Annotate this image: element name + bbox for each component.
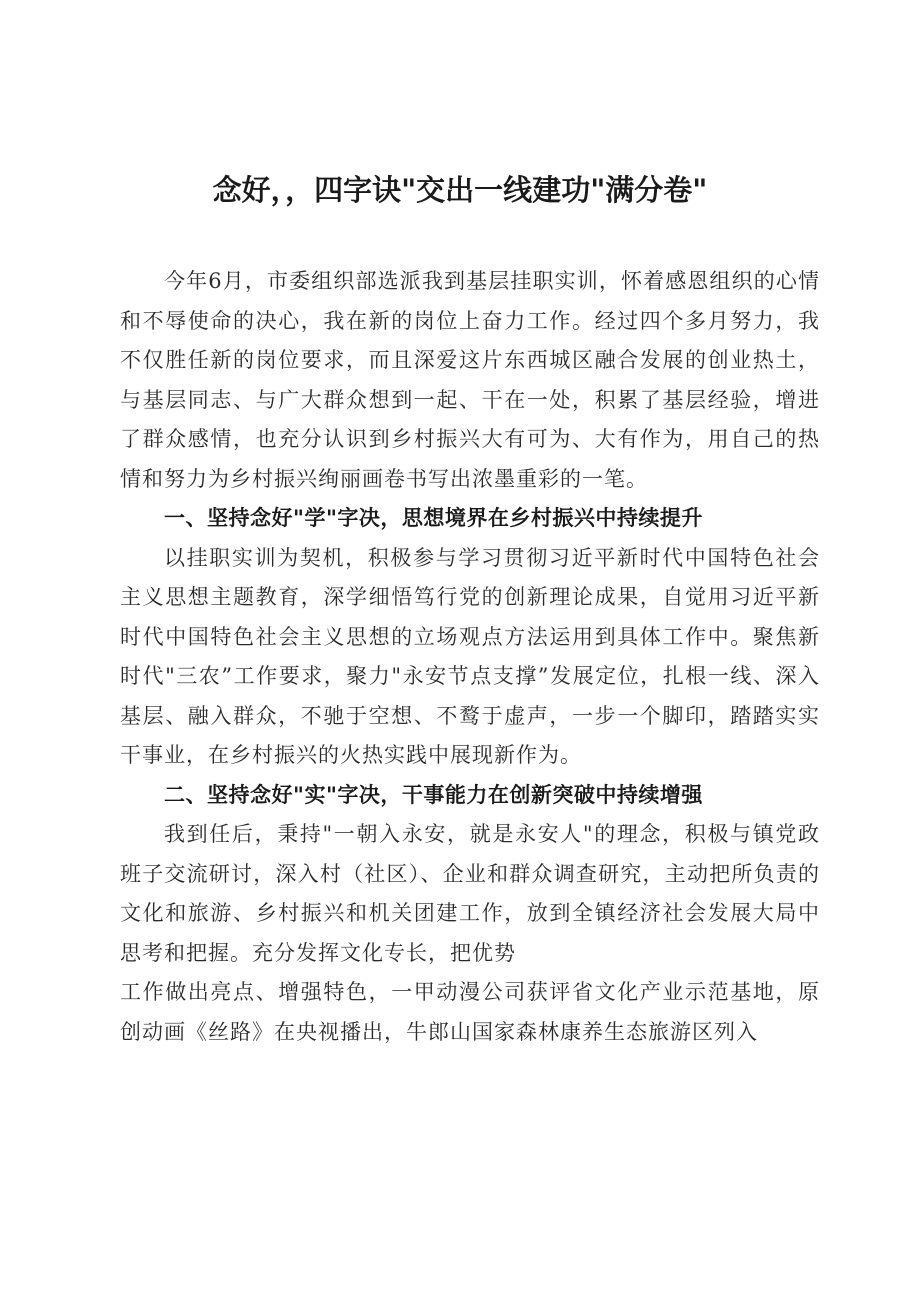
section-2-heading: 二、坚持念好"实"字决，干事能力在创新突破中持续增强 [164, 782, 703, 807]
document-title: 念好，，四字诀"交出一线建功"满分卷" [212, 173, 708, 207]
section-2-continuation: 工作做出亮点、增强特色，一甲动漫公司获评省文化产业示范基地，原创动画《丝路》在央视播出，牛郎山国家森林康养生态旅游区列入 [120, 980, 820, 1044]
section-1-paragraph: 以挂职实训为契机，积极参与学习贯彻习近平新时代中国特色社会主义思想主题教育，深学细悟笃行党的创新理论成果，自觉用习近平新时代中国特色社会主义思想的立场观点方法运用到具体工作中。聚焦新时代"三农”工作要求，聚力"永安节点支撑”发展定位，扎根一线、深入基层、融入群众，不驰于空想、不鹜于虚声，一步一个脚印，踏踏实实干事业，在乡村振兴的火热实践中展现新作为。 [120, 545, 820, 767]
document-body [120, 262, 820, 1052]
intro-paragraph: 今年6月，市委组织部选派我到基层挂职实训，怀着感恩组织的心情和不辱使命的决心，我在新的岗位上奋力工作。经过四个多月努力，我不仅胜任新的岗位要求，而且深爱这片东西城区融合发展的创业热土，与基层同志、与广大群众想到一起、干在一处，积累了基层经验，增进了群众感情，也充分认识到乡村振兴大有可为、大有作为，用自己的热情和努力为乡村振兴绚丽画卷书写出浓墨重彩的一笔。 [120, 269, 820, 491]
section-2-paragraph: 我到任后，秉持"一朝入永安，就是永安人"的理念，积极与镇党政班子交流研讨，深入村（社区）、企业和群众调查研究，主动把所负责的文化和旅游、乡村振兴和机关团建工作，放到全镇经济社会发展大局中思考和把握。充分发挥文化专长，把优势 [120, 822, 820, 965]
section-1-heading: 一、坚持念好"学"字决，思想境界在乡村振兴中持续提升 [164, 506, 703, 530]
